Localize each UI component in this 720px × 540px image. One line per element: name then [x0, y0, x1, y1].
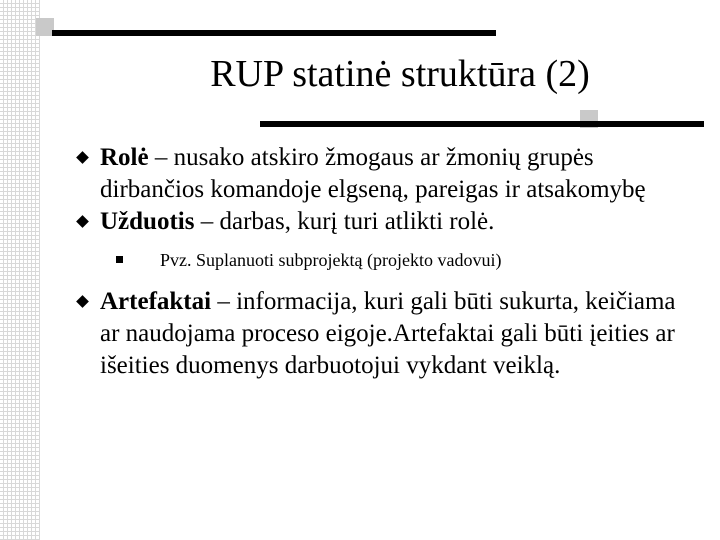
decorative-stripe: [0, 0, 40, 540]
diamond-bullet-icon: [76, 215, 89, 228]
diamond-bullet-icon: [76, 295, 89, 308]
bullet-term: Rolė: [100, 144, 149, 171]
bullet-text: – informacija, kuri gali būti sukurta, keičiama ar naudojama proceso eigoje.Artefaktai gali būti įeities ar išeities duomenys darbuotojui vykdant veiklą.: [100, 288, 676, 379]
bullet-text: – nusako atskiro žmogaus ar žmonių grupės dirbančios komandoje elgseną, pareigas ir atsakomybę: [100, 144, 646, 203]
bullet-list: [76, 142, 686, 382]
bullet-task: [76, 206, 686, 238]
bullet-term: Užduotis: [100, 208, 195, 235]
bullet-text: – darbas, kurį turi atlikti rolė.: [194, 208, 495, 235]
diamond-bullet-icon: [76, 151, 89, 164]
sub-bullet-example: [76, 248, 686, 272]
title-rule-top: [52, 30, 496, 36]
bullet-role: [76, 142, 686, 206]
bullet-term: Artefaktai: [100, 288, 212, 315]
slide-title: RUP statinė struktūra (2): [210, 53, 590, 95]
title-rule-bottom: [260, 121, 704, 127]
square-bullet-icon: [116, 256, 123, 263]
sub-bullet-text: Pvz. Suplanuoti subprojektą (projekto vadovui): [160, 250, 502, 270]
bullet-artifacts: [76, 286, 686, 382]
